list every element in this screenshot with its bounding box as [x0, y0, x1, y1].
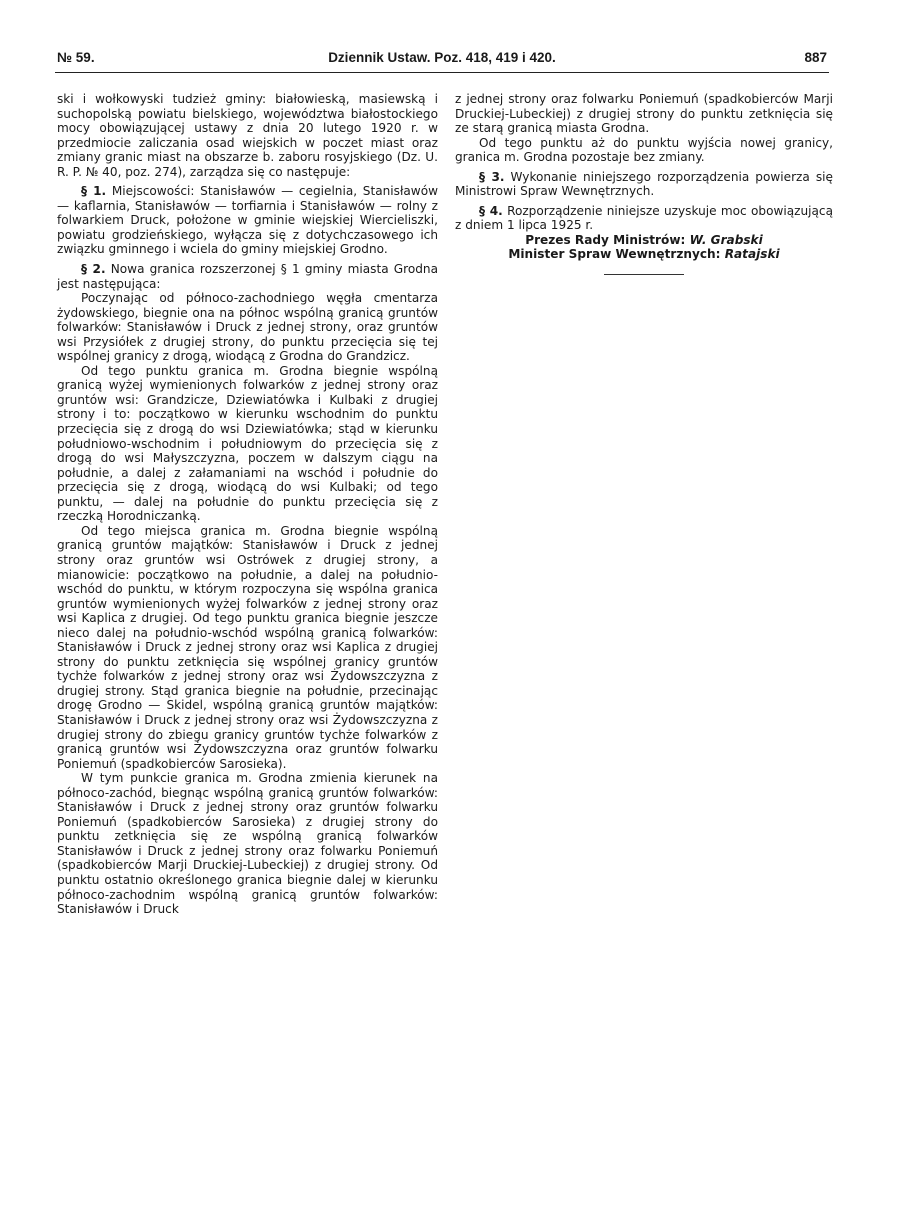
- signature-prime-minister: [455, 233, 833, 248]
- signature-interior-minister: [455, 247, 833, 262]
- boundary-paragraph-2: Od tego punktu granica m. Grodna biegnie wspólną granicą wyżej wymienionych folwarków z jednej strony oraz gruntów wsi: Grandzicze, Dziewiatówka i Kulbaki z drugiej strony i to: początkowo w kierunku wschodnim do punktu przecięcia się z drogą do wsi Dziewiatówka; stąd w kierunku południowo-wschodnim i południowym do przecięcia się z drogą do wsi Małyszczyzna, poczem w dalszym ciągu na południe, a dalej z załamaniami na wschód i południe do przecięcia się z drogą, wiodącą do wsi Kulbaki; od tego punktu, — dalej na południe do punktu przecięcia się z rzeczką Horodniczanką.: [57, 363, 438, 524]
- intro-paragraph: ski i wołkowyski tudzież gminy: białowieską, masiewską i suchopolską powiatu bielskiego, województwa białostockiego mocy obowiązującej ustawy z dnia 20 lutego 1920 r. w przedmiocie zaliczania osad wiejskich w poczet miast oraz zmiany granic miast na obszarze b. zaboru rosyjskiego (Dz. U. R. P. № 40, poz. 274), zarządza się co następuje:: [57, 92, 438, 179]
- section-1: [57, 184, 438, 257]
- section-4: [455, 204, 833, 233]
- signature-role: Prezes Rady Ministrów:: [525, 232, 686, 247]
- signature-name: Ratajski: [724, 247, 780, 262]
- boundary-paragraph-3: Od tego miejsca granica m. Grodna biegnie wspólną granicą gruntów majątków: Stanisławów i Druck z jednej strony oraz gruntów wsi Ostrówek z drugiej strony, a mianowicie: początkowo na południe, a dalej na południo-wschód do punktu, w którym rozpoczyna się wspólna granica gruntów wymienionych wyżej folwarków z jednej strony oraz wsi Kaplica z drugiej. Od tego punktu granica biegnie jeszcze nieco dalej na południo-wschód wspólną granicą folwarków: Stanisławów i Druck z jednej strony oraz wsi Kaplica z drugiej strony do punktu zetknięcia się wspólnej granicy gruntów tychże folwarków z jednej strony oraz wsi Żydowszczyzna z drugiej strony. Stąd granica biegnie na południe, przecinając drogę Grodno — Skidel, wspólną granicą gruntów majątków: Stanisławów i Druck z jednej strony oraz wsi Żydowszczyzna z drugiej strony do zbiegu granicy gruntów tychże folwarków z granicą gruntów wsi Żydowszczyzna oraz gruntów folwarku Poniemuń (spadkobierców Sarosieka).: [57, 523, 438, 771]
- section-3: [455, 170, 833, 199]
- section-3-text: Wykonanie niniejszego rozporządzenia powierza się Ministrowi Spraw Wewnętrznych.: [455, 169, 833, 199]
- signature-role: Minister Spraw Wewnętrznych:: [508, 247, 721, 262]
- section-3-label: § 3.: [479, 169, 505, 184]
- page-header: [57, 50, 827, 70]
- section-2: [57, 262, 438, 291]
- continuation-paragraph: z jednej strony oraz folwarku Poniemuń (spadkobierców Marji Druckiej-Lubeckiej) z drugiej strony do punktu zetknięcia się ze starą granicą miasta Grodna.: [455, 92, 833, 136]
- running-title: Dziennik Ustaw. Poz. 418, 419 i 420.: [328, 50, 556, 65]
- issue-number: № 59.: [57, 50, 95, 65]
- header-rule: [55, 72, 829, 73]
- page-number: 887: [804, 50, 827, 65]
- section-1-label: § 1.: [81, 184, 107, 199]
- boundary-paragraph-4: W tym punkcie granica m. Grodna zmienia kierunek na północo-zachód, biegnąc wspólną granicą gruntów folwarków: Stanisławów i Druck z jednej strony oraz gruntów folwarku Poniemuń (spadkobierców Sarosieka) z drugiej strony do punktu zetknięcia się ze wspólną granicą folwarków Stanisławów i Druck z jednej strony oraz folwarku Poniemuń (spadkobierców Marji Druckiej-Lubeckiej) z drugiej strony. Od punktu ostatnio określonego granica biegnie dalej w kierunku północo-zachodnim wspólną granicą gruntów folwarków: Stanisławów i Druck: [57, 771, 438, 917]
- section-2-label: § 2.: [81, 262, 106, 277]
- section-4-text: Rozporządzenie niniejsze uzyskuje moc obowiązującą z dniem 1 lipca 1925 r.: [455, 203, 833, 233]
- boundary-paragraph-1: Poczynając od północo-zachodniego węgła cmentarza żydowskiego, biegnie ona na północ wspólną granicą gruntów folwarków: Stanisławów i Druck z jednej strony, oraz gruntów wsi Przysiółek z drugiej strony, do punktu przecięcia się tej wspólnej granicy z drogą, wiodącą z Grodna do Grandzicz.: [57, 291, 438, 364]
- section-4-label: § 4.: [479, 203, 503, 218]
- section-2-text: Nowa granica rozszerzonej § 1 gminy miasta Grodna jest następująca:: [57, 262, 438, 291]
- section-1-text: Miejscowości: Stanisławów — cegielnia, Stanisławów — kaflarnia, Stanisławów — torfiarnia i Stanisławów — rolny z folwarkiem Druck, położone w gminie wiejskiej Wiercieliszki, powiatu grodzieńskiego, wyłącza się z dotychczasowego ich związku gminnego i wciela do gminy miejskiej Grodno.: [57, 184, 438, 257]
- right-column: [455, 92, 833, 275]
- left-column: [57, 92, 438, 917]
- signature-name: W. Grabski: [689, 232, 763, 247]
- boundary-paragraph-5: Od tego punktu aż do punktu wyjścia nowej granicy, granica m. Grodna pozostaje bez zmiany.: [455, 135, 833, 165]
- end-rule: [604, 274, 684, 275]
